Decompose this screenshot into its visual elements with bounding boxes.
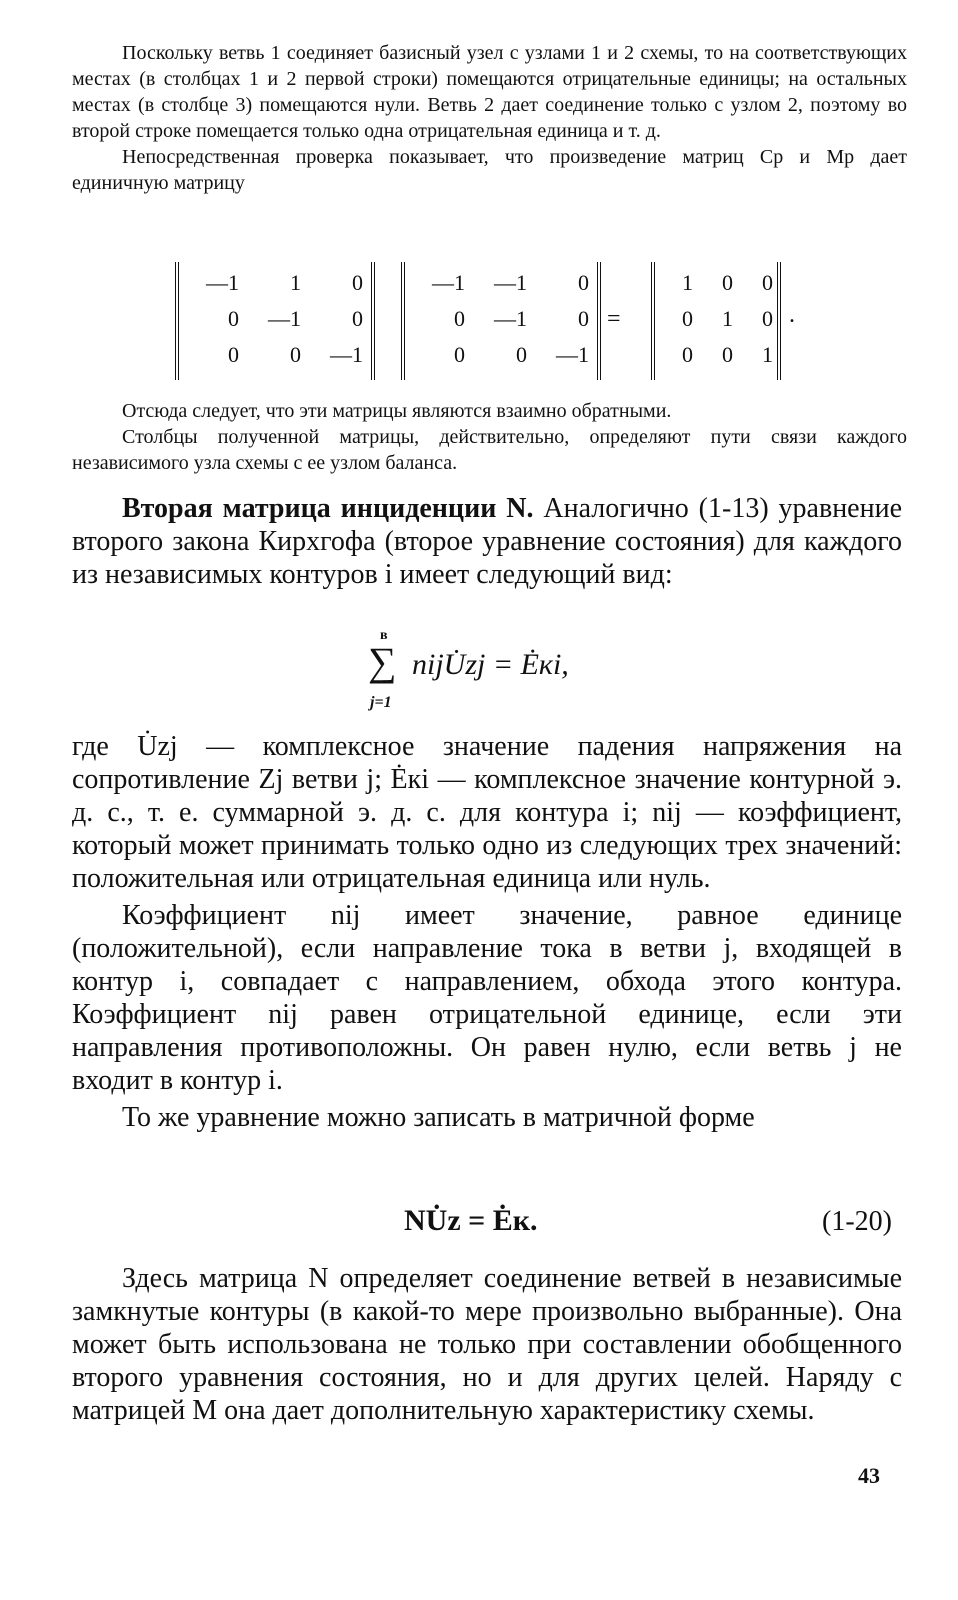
- paragraph-coefficient: Коэффициент nij имеет значение, равное единице (положительной), если направление тока в ветви j, входящей в контур i, совпадает с направлением, обхода этого контура. Коэффициент nij равен отрицательной единице, если эти направления противоположны. Он равен нулю, если ветвь j не входит в контур i.: [72, 900, 902, 1096]
- section-definitions: [72, 730, 902, 1134]
- matrix-product-equation: [175, 262, 815, 382]
- matrix-cell: 0: [352, 306, 363, 331]
- section-heading: Вторая матрица инциденции N.: [122, 493, 534, 524]
- matrix-cell: 0: [290, 342, 301, 367]
- matrix-cell: 0: [352, 270, 363, 295]
- kirchhoff-sum-formula: [368, 628, 628, 718]
- paragraph-verification: Непосредственная проверка показывает, что произведение матриц Cp и Mp дает единичную матрицу: [72, 146, 907, 194]
- matrix-cell: 0: [722, 270, 733, 295]
- paragraph-branch-description: Поскольку ветвь 1 соединяет базисный узел с узлами 1 и 2 схемы, то на соответствующих местах (в столбцах 1 и 2 первой строки) помещаются отрицательные единицы; на остальных местах (в столбце 3) помещаются нули. Ветвь 2 дает соединение только с узлом 2, поэтому во второй строке помещается только одна отрицательная единица и т. д.: [72, 42, 907, 142]
- paragraph-definitions: где U̇zj — комплексное значение падения напряжения на сопротивление Zj ветви j; Ėкi — комплексное значение контурной э. д. с., т. е. суммарной э. д. с. для контура i; nij — коэффициент, который может принимать только одно из следующих трех значений: положительная или отрицательная единица или нуль.: [72, 731, 902, 894]
- matrix-mp: [401, 262, 601, 380]
- matrix-cell: —1: [206, 270, 239, 295]
- matrix-cell: —1: [556, 342, 589, 367]
- sum-body: nijU̇zj = Ėкi,: [412, 648, 569, 681]
- matrix-cell: 1: [682, 270, 693, 295]
- matrix-cp: [175, 262, 375, 380]
- matrix-cell: 0: [228, 342, 239, 367]
- paragraph-matrix-form: То же уравнение можно записать в матричной форме: [122, 1102, 755, 1133]
- paragraph-conclusion: Здесь матрица N определяет соединение ветвей в независимые замкнутые контуры (в какой-то мере произвольно выбранные). Она может быть использована не только при составлении обобщенного второго уравнения состояния, но и для других целей. Наряду с матрицей M она дает дополнительную характеристику схемы.: [72, 1263, 902, 1426]
- matrix-cell: 0: [454, 306, 465, 331]
- matrix-cell: 1: [290, 270, 301, 295]
- matrix-cell: 1: [762, 342, 773, 367]
- section-second-incidence-matrix: [72, 492, 902, 591]
- sum-sign: ∑: [368, 639, 397, 684]
- matrix-period: .: [789, 302, 795, 328]
- matrix-cell: 0: [722, 342, 733, 367]
- matrix-cell: 0: [682, 342, 693, 367]
- matrix-equation: NU̇z = Ėк.: [404, 1204, 538, 1237]
- matrix-cell: —1: [268, 306, 301, 331]
- small-text-block-2: [72, 398, 907, 476]
- matrix-cell: 0: [454, 342, 465, 367]
- matrix-cell: 0: [762, 306, 773, 331]
- matrix-cell: —1: [330, 342, 363, 367]
- matrix-cell: 0: [578, 270, 589, 295]
- matrix-cell: —1: [494, 306, 527, 331]
- matrix-cell: 0: [578, 306, 589, 331]
- paragraph-inverse: Отсюда следует, что эти матрицы являются взаимно обратными.: [122, 400, 672, 422]
- matrix-cell: 0: [762, 270, 773, 295]
- section-conclusion: [72, 1262, 902, 1427]
- matrix-cell: 0: [516, 342, 527, 367]
- matrix-cell: 1: [722, 306, 733, 331]
- equation-number: (1-20): [822, 1206, 892, 1237]
- identity-matrix: [651, 262, 781, 380]
- page-number: 43: [858, 1463, 880, 1488]
- equals-sign: =: [607, 306, 621, 332]
- sum-upper-limit: в: [380, 628, 388, 643]
- matrix-cell: 0: [228, 306, 239, 331]
- matrix-cell: —1: [494, 270, 527, 295]
- matrix-cell: —1: [432, 270, 465, 295]
- paragraph-columns: Столбцы полученной матрицы, действительно, определяют пути связи каждого независимого узла схемы с ее узлом баланса.: [72, 426, 907, 474]
- sum-lower-limit: j=1: [370, 694, 392, 711]
- paragraph-kirchhoff-intro: Аналогично (1-13) уравнение второго закона Кирхгофа (второе уравнение состояния) для каждого из независимых контуров i имеет следующий вид:: [72, 493, 902, 590]
- matrix-cell: 0: [682, 306, 693, 331]
- small-text-block: [72, 40, 907, 196]
